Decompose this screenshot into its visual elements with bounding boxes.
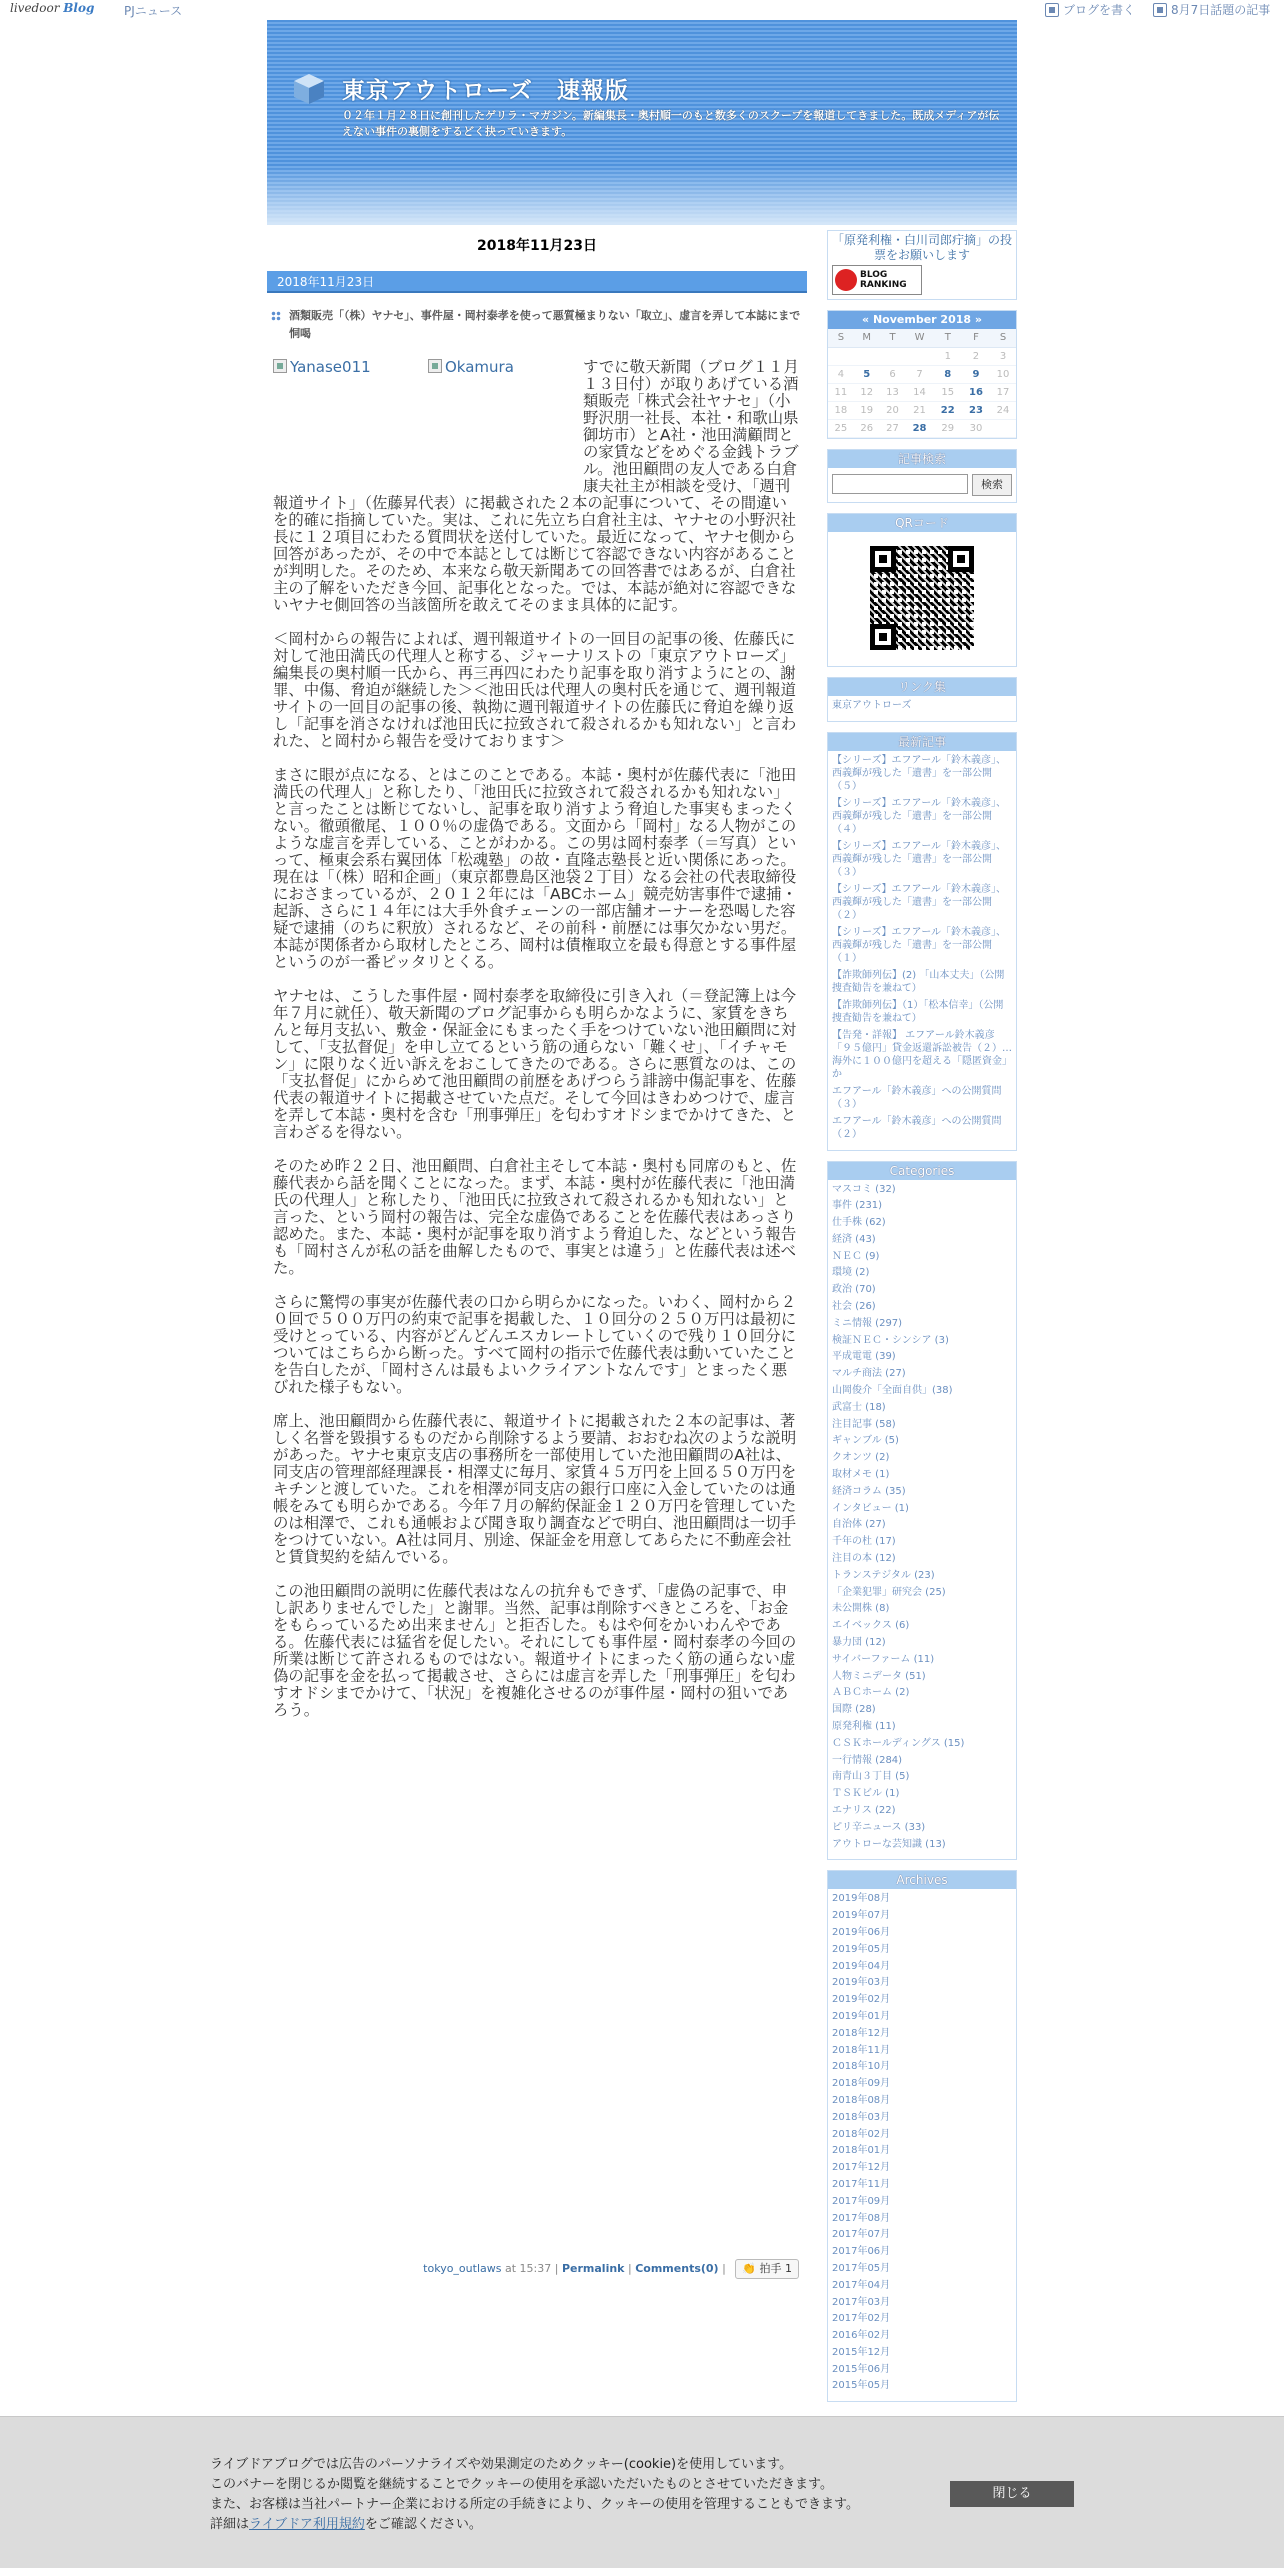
cookie-line: ライブドアブログでは広告のパーソナライズや効果測定のためクッキー(cookie)を使用しています。 bbox=[210, 2457, 793, 2472]
archive-link[interactable]: 2019年05月 bbox=[832, 1943, 891, 1955]
calendar-day[interactable]: 22 bbox=[934, 401, 962, 419]
calendar-weekday: M bbox=[854, 329, 880, 347]
archive-link[interactable]: 2017年07月 bbox=[832, 2229, 891, 2241]
ranking-badge-line1: BLOG bbox=[860, 270, 888, 280]
clap-label: 拍手 bbox=[759, 2262, 782, 2275]
category-link[interactable]: 国際 (28) bbox=[832, 1704, 876, 1716]
calendar-weekday: S bbox=[828, 329, 854, 347]
article-paragraph: この池田顧問の説明に佐藤代表はなんの抗弁もできず、「虚偽の記事で、申し訳ありませんでした」と謝罪。当然、記事は削除すべきところを、「お金をもらっているため出来ません」と拒否した。もはや何をかいわんやである。佐藤代表には猛省を促したい。それにしても事件屋・岡村泰孝の今回の所業は断じて許されるものではない。報道サイトにまったく筋の通らない虚偽の記事を金を払って掲載させ、さらには虚言を弄した「刑事弾圧」を匂わすオドシまでかけて、「状況」を複雑化させるのが事件屋・岡村の狙いであろう。 bbox=[273, 1582, 797, 1719]
calendar-day: 25 bbox=[828, 419, 854, 437]
category-link[interactable]: 仕手株 (62) bbox=[832, 1217, 886, 1229]
recent-article-link[interactable]: エフアール「鈴木義彦」への公開質問（３） bbox=[832, 1085, 1002, 1110]
archives-box bbox=[827, 1870, 1017, 2402]
recent-list bbox=[828, 751, 1016, 1150]
category-link[interactable]: 暴力団 (12) bbox=[832, 1637, 886, 1649]
blog-ranking-badge[interactable] bbox=[832, 265, 922, 295]
archives-title: Archives bbox=[828, 1871, 1016, 1889]
recent-article-link[interactable]: 【シリーズ】エフアール「鈴木義彦」、西義輝が残した「遺書」を一部公開（４） bbox=[832, 797, 1006, 835]
calendar-day: 6 bbox=[880, 365, 906, 383]
calendar-day: 1 bbox=[934, 347, 962, 365]
recent-article-link[interactable]: 【シリーズ】エフアール「鈴木義彦」、西義輝が残した「遺書」を一部公開（２） bbox=[832, 883, 1006, 921]
archives-list bbox=[828, 1889, 1016, 2401]
calendar-box bbox=[827, 310, 1017, 439]
recent-article-link[interactable]: 【詐欺師列伝】（1）「松本信幸」（公開捜査勧告を兼ねて） bbox=[832, 999, 1004, 1024]
calendar-day: 11 bbox=[828, 383, 854, 401]
category-link[interactable]: 検証ＮＥＣ・シンシア (3) bbox=[832, 1334, 949, 1346]
category-link[interactable]: ピリ辛ニュース (33) bbox=[832, 1821, 926, 1833]
calendar-day: 3 bbox=[990, 347, 1016, 365]
article-paragraph: 席上、池田顧問から佐藤代表に、報道サイトに掲載された２本の記事は、著しく名誉を毀損するものだから削除するよう要請、おおむね次のような説明があった。ヤナセ東京支店の事務所を一部使用していた池田顧問のA社は、同支店の管理部経理課長・相澤丈に毎月、家賃４５万円を上回る５０万円をキチンと渡していた。これを相澤が同支店の銀行口座に入金していたのは通帳をみても明らかである。今年７月の解約保証金１２０万円を管理していたのは相澤で、これも通帳および聞き取り調査などで明白、池田顧問は一切手をつけていない。A社は同月、別途、保証金を用意してあらたに不動産会社と賃貸契約を結んでいる。 bbox=[273, 1412, 797, 1566]
links-list bbox=[828, 696, 1016, 721]
archive-link[interactable]: 2019年08月 bbox=[832, 1893, 891, 1905]
category-link[interactable]: 南青山３丁目 (5) bbox=[832, 1771, 910, 1783]
calendar-day[interactable]: 9 bbox=[962, 365, 990, 383]
article-paragraph: まさに眼が点になる、とはこのことである。本誌・奥村が佐藤代表に「池田満氏の代理人」と称したり、「池田氏に拉致されて殺されるかも知れない」と言ったことは断じてないし、記事を取り消すよう脅迫した事実もまったくない。徹頭徹尾、１００％の虚偽である。文面から「岡村」なる人物がこのような虚言を弄している、ことがわかる。この男は岡村泰孝（＝写真）といって、極東会系右翼団体「松魂塾」の故・直隆志塾長と近い関係にあった。現在は「（株）昭和企画」（東京都豊島区池袋２丁目）なる会社の代表取締役におさまっているが、２０１２年には「ABCホーム」競売妨害事件で逮捕・起訴、さらに１４年には大手外食チェーンの一部店舗オーナーを恐喝した容疑で逮捕（のちに釈放）されるなど、その前科・前歴には事欠かない男だ。本誌が関係者から取材したところ、岡村は債権取立を最も得意とする事件屋というのが一番ピッタリとくる。 bbox=[273, 766, 798, 971]
pj-news-link[interactable]: PJニュース bbox=[124, 4, 183, 18]
calendar-day: 21 bbox=[905, 401, 933, 419]
broken-image-icon bbox=[428, 359, 442, 373]
archive-link[interactable]: 2018年12月 bbox=[832, 2027, 891, 2039]
calendar-icon bbox=[1153, 3, 1167, 17]
footer-separator: | bbox=[554, 2262, 559, 2275]
category-link[interactable]: ミニ情報 (297) bbox=[832, 1317, 903, 1329]
calendar-weekday: T bbox=[880, 329, 906, 347]
recent-article-link[interactable]: 【シリーズ】エフアール「鈴木義彦」、西義輝が残した「遺書」を一部公開（３） bbox=[832, 840, 1006, 878]
archive-link[interactable]: 2018年10月 bbox=[832, 2061, 891, 2073]
archive-link[interactable]: 2017年03月 bbox=[832, 2296, 891, 2308]
footer-separator: | bbox=[628, 2262, 632, 2275]
archive-link[interactable]: 2017年02月 bbox=[832, 2313, 891, 2325]
top-bar bbox=[0, 0, 1284, 20]
category-link[interactable]: 山岡俊介「全面自供」(38) bbox=[832, 1385, 953, 1397]
category-link[interactable]: 社会 (26) bbox=[832, 1301, 876, 1313]
calendar-day bbox=[828, 347, 854, 365]
category-link[interactable]: 人物ミニデータ (51) bbox=[832, 1670, 926, 1682]
category-link[interactable]: ＴＳＫビル (1) bbox=[832, 1788, 900, 1800]
ranking-badge-line2: RANKING bbox=[860, 280, 907, 290]
blog-description: ０２年１月２８日に創刊したゲリラ・マガジン。新編集長・奥村順一のもと数多くのスクープを報道してきました。既成メディアが伝えない事件の裏側をするどく抉っていきます。 bbox=[342, 109, 1000, 138]
image-alt-text: Okamura bbox=[445, 358, 514, 376]
archive-link[interactable]: 2015年05月 bbox=[832, 2380, 891, 2392]
author-link[interactable]: tokyo_outlaws bbox=[423, 2262, 502, 2275]
calendar-day: 4 bbox=[828, 365, 854, 383]
search-title: 記事検索 bbox=[828, 450, 1016, 468]
archive-link[interactable]: 2016年02月 bbox=[832, 2330, 891, 2342]
qr-title: QRコード bbox=[828, 514, 1016, 532]
header-fade bbox=[267, 165, 1017, 225]
archive-link[interactable]: 2018年02月 bbox=[832, 2128, 891, 2140]
topic-link[interactable] bbox=[1153, 1, 1270, 18]
archive-link[interactable]: 2019年03月 bbox=[832, 1977, 891, 1989]
article-paragraph: ＜岡村からの報告によれば、週刊報道サイトの一回目の記事の後、佐藤氏に対して池田満氏の代理人と称する、ジャーナリストの「東京アウトローズ」編集長の奥村順一氏から、再三再四にわたり記事を取り消すようにとの、謝罪、中傷、脅迫が継続した＞＜池田氏は代理人の奥村氏を通じて、週刊報道サイトの一回目の記事の後、執拗に週刊報道サイトの佐藤氏に脅迫を繰り返し「記事を消さなければ池田氏に拉致されて殺されるかも知れない」と言われた、と岡村から報告を受けております＞ bbox=[273, 630, 797, 750]
category-link[interactable]: 事件 (231) bbox=[832, 1200, 883, 1212]
calendar-title[interactable]: « November 2018 » bbox=[828, 311, 1016, 329]
recent-article-link[interactable]: 【シリーズ】エフアール「鈴木義彦」、西義輝が残した「遺書」を一部公開（５） bbox=[832, 754, 1006, 792]
cookie-line bbox=[210, 2515, 859, 2535]
cookie-banner bbox=[0, 2416, 1284, 2568]
calendar-day: 15 bbox=[934, 383, 962, 401]
topic-label: 8月7日話題の記事 bbox=[1171, 3, 1271, 17]
category-link[interactable]: 未公開株 (8) bbox=[832, 1603, 890, 1615]
archive-link[interactable]: 2017年06月 bbox=[832, 2246, 891, 2258]
sidebar bbox=[827, 230, 1017, 2412]
recent-title: 最新記事 bbox=[828, 733, 1016, 751]
cookie-line: このバナーを閉じるか閲覧を継続することでクッキーの使用を承認いただいたものとさせていただきます。 bbox=[210, 2477, 833, 2492]
categories-list bbox=[828, 1180, 1016, 1860]
calendar-day[interactable]: 5 bbox=[854, 365, 880, 383]
calendar-day: 26 bbox=[854, 419, 880, 437]
recent-box bbox=[827, 732, 1017, 1151]
category-link[interactable]: 「企業犯罪」研究会 (25) bbox=[832, 1586, 946, 1598]
category-link[interactable]: ギャンブル (5) bbox=[832, 1435, 899, 1447]
qr-finder bbox=[870, 546, 896, 572]
calendar-day bbox=[905, 347, 933, 365]
ranking-icon bbox=[835, 269, 857, 291]
calendar-day bbox=[990, 419, 1016, 437]
logo-sub-text: Blog bbox=[63, 1, 95, 15]
category-link[interactable]: サイバーファーム (11) bbox=[832, 1653, 935, 1665]
calendar-day: 7 bbox=[905, 365, 933, 383]
article-paragraph: すでに敬天新聞（ブログ１１月１３日付）が取りあげている酒類販売「株式会社ヤナセ」（小野沢朋一社長、本社・和歌山県御坊市）とA社・池田満顧問との家賃などをめぐる金銭トラブル。池田顧問の友人である白倉康夫社主が相談を受け、「週刊報道サイト」（佐藤昇代表）に掲載された２本の記事について、その間違いを的確に指摘していた。実は、これに先立ち白倉社主は、ヤナセの小野沢社長に１２項目にわたる質問状を送付していた。最近になって、ヤナセ側から回答があったが、その中で本誌としては断じて容認できない内容があることが判明した。そのため、本来なら敬天新聞あての回答書ではあるが、白倉社主の了解をいただき今回、記事化となった。では、本誌が絶対に容認できないヤナセ側回答の当該箇所を敢えてそのまま具体的に記す。 bbox=[273, 358, 799, 614]
category-link[interactable]: 自治体 (27) bbox=[832, 1519, 886, 1531]
category-link[interactable]: 政治 (70) bbox=[832, 1284, 876, 1296]
archive-link[interactable]: 2017年12月 bbox=[832, 2162, 891, 2174]
calendar-day: 30 bbox=[962, 419, 990, 437]
calendar-day: 2 bbox=[962, 347, 990, 365]
archive-link[interactable]: 2015年12月 bbox=[832, 2346, 891, 2358]
post-date-bar: 2018年11月23日 bbox=[267, 271, 807, 293]
calendar-weekday: F bbox=[962, 329, 990, 347]
image-alt-text: Yanase011 bbox=[290, 358, 371, 376]
calendar-table bbox=[828, 329, 1016, 438]
article-paragraph: さらに驚愕の事実が佐藤代表の口から明らかになった。いわく、岡村から２０回で５００万円の約束で記事を掲載した、１０回分の２５０万円は最初に受けとっている、内容がどんどんエスカレートしていくので残り１０回分についてはこちらから断った。すべて岡村の指示で佐藤代表は動いていたことを告白したが、「岡村さんは最もよいクライアントなんです」とまったく悪びれた様子もない。 bbox=[273, 1293, 797, 1396]
ranking-badge-text bbox=[860, 270, 907, 290]
post-time: at 15:37 bbox=[504, 2262, 552, 2275]
recent-article-link[interactable]: エフアール「鈴木義彦」への公開質問（２） bbox=[832, 1115, 1002, 1140]
post-title[interactable] bbox=[271, 307, 803, 343]
archive-link[interactable]: 2015年06月 bbox=[832, 2363, 891, 2375]
archive-link[interactable]: 2017年04月 bbox=[832, 2279, 891, 2291]
category-link[interactable]: クオンツ (2) bbox=[832, 1452, 890, 1464]
archive-link[interactable]: 2017年05月 bbox=[832, 2262, 891, 2274]
category-link[interactable]: 千年の杜 (17) bbox=[832, 1536, 896, 1548]
category-link[interactable]: エイベックス (6) bbox=[832, 1620, 910, 1632]
calendar-day: 12 bbox=[854, 383, 880, 401]
category-link[interactable]: トランステジタル (23) bbox=[832, 1569, 935, 1581]
calendar-day[interactable]: 8 bbox=[934, 365, 962, 383]
cookie-line-post: をご確認ください。 bbox=[364, 2517, 482, 2532]
search-box bbox=[827, 449, 1017, 503]
category-link[interactable]: エナリス (22) bbox=[832, 1804, 896, 1816]
recent-article-link[interactable]: 【シリーズ】エフアール「鈴木義彦」、西義輝が残した「遺書」を一部公開（１） bbox=[832, 926, 1006, 964]
archive-link[interactable]: 2018年08月 bbox=[832, 2094, 891, 2106]
calendar-day: 17 bbox=[990, 383, 1016, 401]
archive-link[interactable]: 2018年01月 bbox=[832, 2145, 891, 2157]
link-item[interactable]: 東京アウトローズ bbox=[832, 699, 912, 711]
calendar-day: 19 bbox=[854, 401, 880, 419]
category-link[interactable]: アウトローな芸知識 (13) bbox=[832, 1838, 946, 1850]
category-link[interactable]: 平成電電 (39) bbox=[832, 1351, 896, 1363]
blog-header bbox=[267, 20, 1017, 225]
archive-link[interactable]: 2019年07月 bbox=[832, 1910, 891, 1922]
archive-link[interactable]: 2017年08月 bbox=[832, 2212, 891, 2224]
category-link[interactable]: 注目の本 (12) bbox=[832, 1553, 896, 1565]
write-blog-label: ブログを書く bbox=[1063, 3, 1136, 17]
category-link[interactable]: マルチ商法 (27) bbox=[832, 1368, 906, 1380]
qr-finder bbox=[870, 624, 896, 650]
search-button[interactable]: 検索 bbox=[972, 474, 1012, 496]
logo-main-text: livedoor bbox=[10, 1, 60, 15]
categories-box bbox=[827, 1161, 1017, 1861]
category-link[interactable]: 経済 (43) bbox=[832, 1233, 876, 1245]
archive-link[interactable]: 2018年09月 bbox=[832, 2078, 891, 2090]
archive-link[interactable]: 2017年11月 bbox=[832, 2178, 891, 2190]
article-paragraph: そのため昨２２日、池田顧問、白倉社主そして本誌・奥村も同席のもと、佐藤代表から話を聞くことになった。まず、本誌・奥村が佐藤代表に「池田満氏の代理人」と称したり、「池田氏に拉致されて殺されるかも知れない」と言った、という岡村の報告は、完全な虚偽であることを佐藤代表はあっさり認めた。また、本誌・奥村が記事を取り消すよう脅迫した、などという報告も「岡村さんが私の話を曲解したもので、事実とは違う」と佐藤代表は述べた。 bbox=[273, 1157, 797, 1277]
ranking-box bbox=[827, 230, 1017, 300]
links-title: リンク集 bbox=[828, 678, 1016, 696]
calendar-day: 27 bbox=[880, 419, 906, 437]
broken-image-icon bbox=[273, 359, 287, 373]
calendar-day[interactable]: 23 bbox=[962, 401, 990, 419]
category-link[interactable]: ＮＥＣ (9) bbox=[832, 1250, 880, 1262]
clap-button[interactable] bbox=[735, 2259, 799, 2279]
search-input[interactable] bbox=[832, 474, 968, 494]
write-blog-link[interactable] bbox=[1045, 1, 1135, 18]
recent-article-link[interactable]: 【告発・詳報】 エフアール鈴木義彦「９５億円」貸金返還訴訟被告（２）…海外に１００億円を超える「隠匿資金」か bbox=[832, 1029, 1012, 1080]
links-box bbox=[827, 677, 1017, 722]
calendar-weekday: S bbox=[990, 329, 1016, 347]
qr-code-image bbox=[870, 546, 974, 650]
category-link[interactable]: 経済コラム (35) bbox=[832, 1485, 906, 1497]
clap-count: 1 bbox=[785, 2262, 792, 2275]
category-link[interactable]: 環境 (2) bbox=[832, 1267, 870, 1279]
clap-icon: 👏 bbox=[742, 2262, 756, 2275]
calendar-day bbox=[880, 347, 906, 365]
calendar-day[interactable]: 16 bbox=[962, 383, 990, 401]
dots-icon bbox=[271, 311, 281, 321]
calendar-weekday: T bbox=[934, 329, 962, 347]
cookie-close-button[interactable]: 閉じる bbox=[950, 2481, 1074, 2507]
category-link[interactable]: 一行情報 (284) bbox=[832, 1754, 903, 1766]
article-image-okamura[interactable] bbox=[428, 359, 583, 479]
terms-link[interactable]: ライブドア利用規約 bbox=[249, 2517, 365, 2532]
category-link[interactable]: 注目記事 (58) bbox=[832, 1418, 896, 1430]
qr-box bbox=[827, 513, 1017, 667]
article-paragraph: ヤナセは、こうした事件屋・岡村泰孝を取締役に引き入れ（＝登記簿上は今年７月に就任）、敬天新聞のブログ記事からも明らかなように、家賃をきちんと毎月支払い、敷金・保証金にもまったく手をつけていない池田顧問に対して、「支払督促」を申し立てるという筋の通らない「難くせ」、「イチャモン」に限りなく近い訴えをおこしてきたのである。さらに悪質なのは、この「支払督促」にからめて池田顧問の前歴をあげつらう誹謗中傷記事を、佐藤代表の報道サイトに掲載させていた点だ。そして今回はきわめつけで、虚言を弄して本誌・奥村を含む「刑事弾圧」を匂わすオドシまでかけてきた、と言わざるを得ない。 bbox=[273, 987, 797, 1141]
calendar-day: 13 bbox=[880, 383, 906, 401]
pencil-icon bbox=[1045, 3, 1059, 17]
main-column bbox=[267, 230, 807, 2275]
permalink-link[interactable]: Permalink bbox=[561, 2262, 625, 2275]
archive-link[interactable]: 2018年11月 bbox=[832, 2044, 891, 2056]
date-heading: 2018年11月23日 bbox=[477, 238, 597, 254]
ranking-text[interactable]: 「原発利権・白川司郎疔摘」の投票をお願いします bbox=[831, 233, 1012, 262]
archive-link[interactable]: 2019年06月 bbox=[832, 1926, 891, 1938]
recent-article-link[interactable]: 【詐欺師列伝】(2) 「山本丈夫」（公開捜査勧告を兼ねて） bbox=[832, 969, 1005, 994]
cookie-line-pre: 詳細は bbox=[210, 2517, 250, 2532]
category-link[interactable]: 取材メモ (1) bbox=[832, 1469, 890, 1481]
archive-link[interactable]: 2017年09月 bbox=[832, 2195, 891, 2207]
cookie-text bbox=[210, 2455, 859, 2535]
cube-icon bbox=[292, 72, 326, 106]
archive-link[interactable]: 2019年02月 bbox=[832, 1994, 891, 2006]
archive-link[interactable]: 2018年03月 bbox=[832, 2111, 891, 2123]
calendar-day[interactable]: 28 bbox=[905, 419, 933, 437]
article-image-yanase[interactable] bbox=[273, 359, 428, 479]
calendar-day bbox=[854, 347, 880, 365]
category-link[interactable]: ＡＢＣホーム (2) bbox=[832, 1687, 910, 1699]
blog-title[interactable]: 東京アウトローズ 速報版 bbox=[342, 78, 629, 104]
calendar-weekday: W bbox=[905, 329, 933, 347]
cookie-line: また、お客様は当社パートナー企業における所定の手続きにより、クッキーの使用を管理することもできます。 bbox=[210, 2497, 859, 2512]
calendar-day: 10 bbox=[990, 365, 1016, 383]
calendar-day: 14 bbox=[905, 383, 933, 401]
category-link[interactable]: インタビュー (1) bbox=[832, 1502, 909, 1514]
post-footer bbox=[267, 2257, 807, 2281]
category-link[interactable]: ＣＳＫホールディングス (15) bbox=[832, 1737, 965, 1749]
footer-separator: | bbox=[722, 2262, 726, 2275]
post-title-text: 酒類販売「（株）ヤナセ」、事件屋・岡村泰孝を使って悪質極まりない「取立」、虚言を弄して本誌にまで恫喝 bbox=[289, 309, 801, 340]
qr-finder bbox=[948, 546, 974, 572]
calendar-day: 24 bbox=[990, 401, 1016, 419]
calendar-day: 20 bbox=[880, 401, 906, 419]
category-link[interactable]: マスコミ (32) bbox=[832, 1183, 896, 1195]
category-link[interactable]: 武富士 (18) bbox=[832, 1401, 886, 1413]
category-link[interactable]: 原発利権 (11) bbox=[832, 1721, 896, 1732]
comments-link[interactable]: Comments(0) bbox=[635, 2262, 719, 2275]
categories-title: Categories bbox=[828, 1162, 1016, 1180]
archive-link[interactable]: 2019年04月 bbox=[832, 1960, 891, 1972]
article-body bbox=[273, 359, 801, 1719]
calendar-day: 29 bbox=[934, 419, 962, 437]
archive-link[interactable]: 2019年01月 bbox=[832, 2010, 891, 2022]
calendar-day: 18 bbox=[828, 401, 854, 419]
livedoor-blog-logo[interactable] bbox=[10, 1, 94, 15]
